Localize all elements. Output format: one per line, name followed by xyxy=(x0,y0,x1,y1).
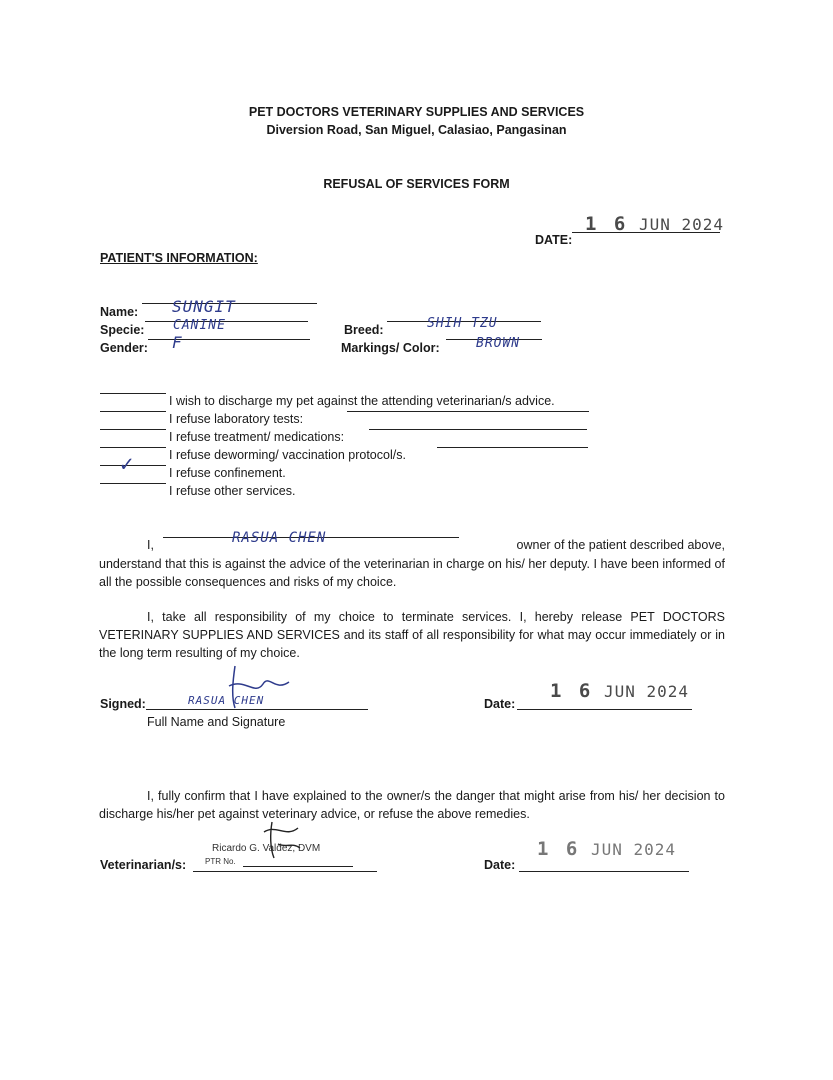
option-line-lab[interactable] xyxy=(100,411,166,412)
option-discharge: I wish to discharge my pet against the attending veterinarian/s advice. xyxy=(169,394,555,408)
option-line-deworming[interactable] xyxy=(100,447,166,448)
option-deworming-detail-line[interactable] xyxy=(437,447,588,448)
markings-label: Markings/ Color: xyxy=(341,341,440,355)
stamp-month-year: JUN 2024 xyxy=(638,215,725,234)
option-treatment: I refuse treatment/ medications: xyxy=(169,430,345,444)
owner-signature-scribble xyxy=(205,662,295,712)
confirmation-paragraph: I, fully confirm that I have explained to the owner/s the danger that might arise from his/ her decision to discharge his/her pet against veterinary advice, or refuse the above remedies. xyxy=(99,789,725,821)
vet-date-label: Date: xyxy=(484,858,516,872)
vet-line[interactable] xyxy=(193,871,377,872)
top-date-label: DATE: xyxy=(535,233,573,247)
signed-label: Signed: xyxy=(100,697,146,711)
stamp-month-year: JUN 2024 xyxy=(603,682,690,701)
form-title: REFUSAL OF SERVICES FORM xyxy=(323,177,510,191)
option-treatment-detail-line[interactable] xyxy=(369,429,587,430)
stamp-month-year: JUN 2024 xyxy=(590,840,677,859)
stamp-day: 1 6 xyxy=(585,213,629,235)
confinement-check-mark: ✓ xyxy=(120,452,135,477)
name-value: SUNGIT xyxy=(172,297,236,316)
specie-line[interactable] xyxy=(145,321,308,322)
stamp-day: 1 6 xyxy=(550,680,594,702)
specie-value: CANINE xyxy=(173,318,226,333)
owner-name-value: RASUA CHEN xyxy=(232,530,327,546)
vet-ptr-label: PTR No. xyxy=(205,857,236,866)
responsibility-paragraph: I, take all responsibility of my choice to terminate services. I, hereby release PET DOCTORS VETERINARY SUPPLIES AND SERVICES and its staff of all responsibility for what may occur immediately or in the long term resulting of my choice. xyxy=(99,610,725,660)
option-lab-detail-line[interactable] xyxy=(347,411,589,412)
statement-after-name: owner of the patient described above, xyxy=(516,538,725,552)
vet-label: Veterinarian/s: xyxy=(100,858,187,872)
top-date-stamp xyxy=(585,213,724,235)
name-label: Name: xyxy=(100,305,139,319)
signed-date-label: Date: xyxy=(484,697,516,711)
option-lab: I refuse laboratory tests: xyxy=(169,412,304,426)
option-deworming: I refuse deworming/ vaccination protocol/s. xyxy=(169,448,406,462)
option-line-treatment[interactable] xyxy=(100,429,166,430)
specie-label: Specie: xyxy=(100,323,145,337)
vet-name: Ricardo G. Valdez, DVM xyxy=(212,843,321,854)
vet-date-stamp xyxy=(537,838,676,860)
statement-i: I, xyxy=(147,538,154,552)
signed-date-stamp xyxy=(550,680,689,702)
markings-value: BROWN xyxy=(476,336,521,351)
company-address: Diversion Road, San Miguel, Calasiao, Pangasinan xyxy=(266,123,567,137)
signed-date-line[interactable] xyxy=(517,709,692,710)
stamp-day: 1 6 xyxy=(537,838,581,860)
statement-body: understand that this is against the advice of the veterinarian in charge on his/ her deputy. I have been informed of all the possible consequences and risks of my choice. xyxy=(99,557,725,589)
option-other: I refuse other services. xyxy=(169,484,296,498)
option-line-other[interactable] xyxy=(100,483,166,484)
option-line-discharge[interactable] xyxy=(100,393,166,394)
patient-section-title: PATIENT'S INFORMATION: xyxy=(100,251,258,265)
breed-label: Breed: xyxy=(344,323,384,337)
gender-label: Gender: xyxy=(100,341,148,355)
vet-signature-scribble xyxy=(258,818,308,862)
option-confinement: I refuse confinement. xyxy=(169,466,286,480)
vet-ptr-line[interactable] xyxy=(243,866,353,867)
gender-value: F xyxy=(172,333,183,352)
vet-date-line[interactable] xyxy=(519,871,689,872)
breed-value: SHIH TZU xyxy=(427,316,498,331)
signed-hand-name: RASUA CHEN xyxy=(188,694,265,707)
signed-sub-label: Full Name and Signature xyxy=(147,715,286,729)
company-name: PET DOCTORS VETERINARY SUPPLIES AND SERVICES xyxy=(248,105,585,119)
